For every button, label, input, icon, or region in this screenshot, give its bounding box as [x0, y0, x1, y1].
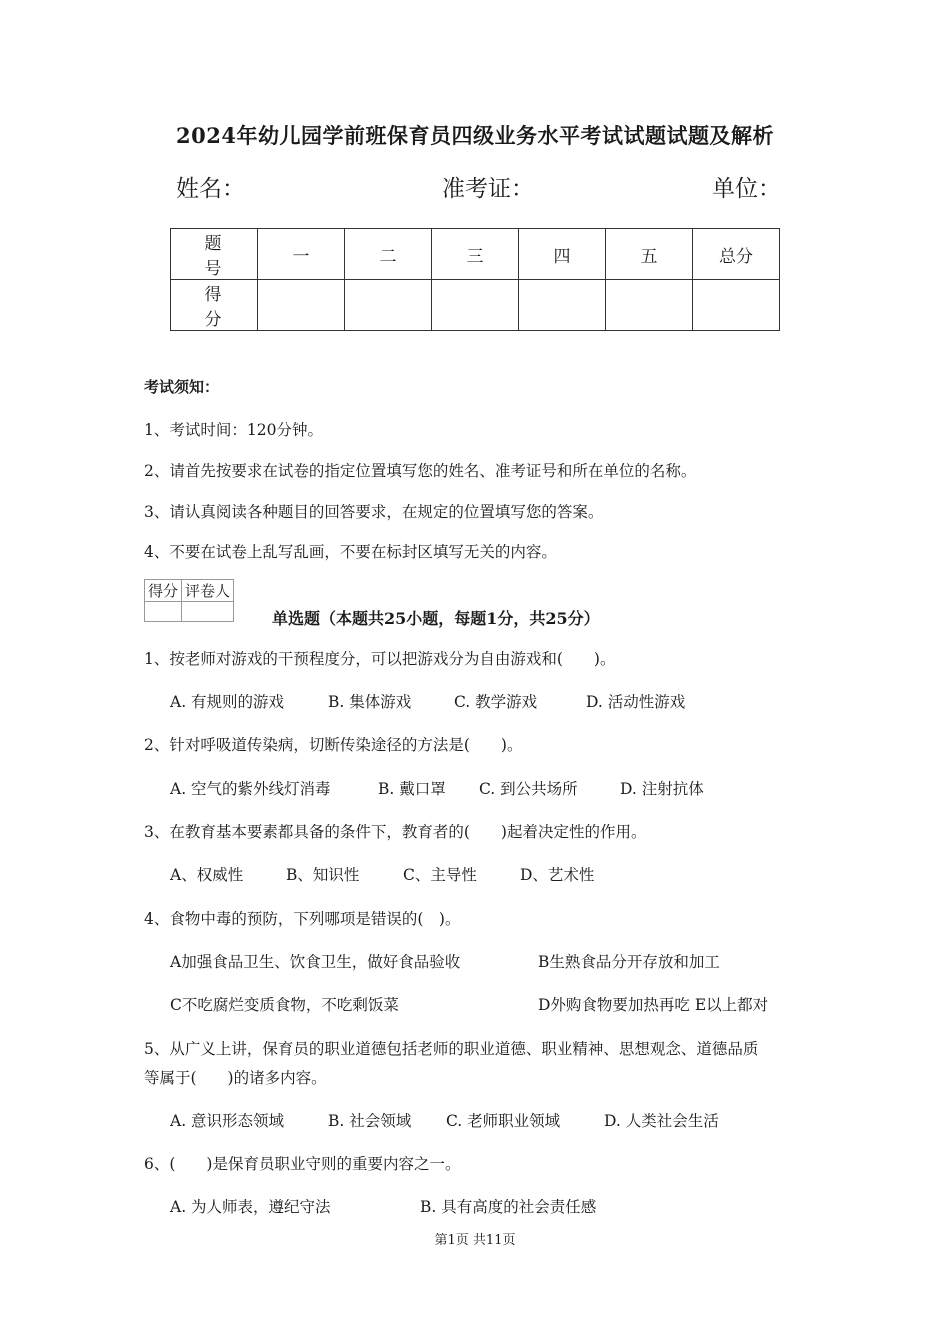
score-header-cell: 一 [258, 229, 345, 280]
score-row-label: 得 分 [171, 280, 258, 331]
option-c[interactable]: C. 老师职业领域 [446, 1112, 561, 1130]
score-table-header-row [171, 229, 780, 280]
name-label: 姓名： [176, 176, 245, 202]
question-text: 1、按老师对游戏的干预程度分，可以把游戏分为自由游戏和( )。 [144, 650, 616, 668]
option-b[interactable]: B. 社会领域 [328, 1112, 412, 1130]
option-c[interactable]: C. 教学游戏 [454, 693, 538, 711]
question-text: 3、在教育基本要素都具备的条件下，教育者的( )起着决定性的作用。 [144, 823, 647, 841]
unit-label: 单位： [712, 176, 781, 202]
exam-id-label: 准考证： [442, 176, 534, 202]
option-a[interactable]: A加强食品卫生、饮食卫生，做好食品验收 [170, 953, 461, 971]
question-text-continued: 等属于( )的诸多内容。 [144, 1069, 327, 1087]
score-header-cell: 四 [519, 229, 606, 280]
option-a[interactable]: A. 为人师表，遵纪守法 [170, 1198, 331, 1216]
option-b[interactable]: B. 戴口罩 [378, 780, 446, 798]
option-a[interactable]: A. 空气的紫外线灯消毒 [170, 780, 331, 798]
score-cell[interactable] [519, 280, 606, 331]
grader-score-cell[interactable] [145, 602, 182, 622]
option-d[interactable]: D、艺术性 [520, 866, 595, 884]
grader-box [144, 579, 234, 622]
section-title: 单选题（本题共25小题，每题1分，共25分） [272, 609, 600, 628]
grader-name-cell[interactable] [182, 602, 234, 622]
option-b[interactable]: B、知识性 [286, 866, 360, 884]
option-d[interactable]: D. 活动性游戏 [586, 693, 686, 711]
option-b[interactable]: B. 集体游戏 [328, 693, 412, 711]
option-c[interactable]: C. 到公共场所 [479, 780, 578, 798]
score-cell[interactable] [432, 280, 519, 331]
score-header-cell: 二 [345, 229, 432, 280]
option-a[interactable]: A、权威性 [170, 866, 244, 884]
page-footer: 第1页 共11页 [434, 1233, 516, 1248]
question-text: 2、针对呼吸道传染病，切断传染途径的方法是( )。 [144, 736, 523, 754]
option-d[interactable]: D外购食物要加热再吃 E以上都对 [538, 996, 769, 1014]
option-c[interactable]: C、主导性 [403, 866, 477, 884]
option-a[interactable]: A. 有规则的游戏 [170, 693, 285, 711]
score-table [170, 228, 780, 331]
score-cell[interactable] [606, 280, 693, 331]
option-c[interactable]: C不吃腐烂变质食物，不吃剩饭菜 [170, 996, 399, 1014]
score-header-cell: 总分 [693, 229, 780, 280]
question-text: 4、食物中毒的预防，下列哪项是错误的( )。 [144, 910, 461, 928]
notice-item: 2、请首先按要求在试卷的指定位置填写您的姓名、准考证号和所在单位的名称。 [144, 462, 697, 480]
option-b[interactable]: B生熟食品分开存放和加工 [538, 953, 720, 971]
notice-item: 1、考试时间：120分钟。 [144, 421, 323, 439]
score-cell[interactable] [345, 280, 432, 331]
page-title: 2024年幼儿园学前班保育员四级业务水平考试试题试题及解析 [176, 123, 774, 148]
option-a[interactable]: A. 意识形态领域 [170, 1112, 285, 1130]
score-header-cell: 五 [606, 229, 693, 280]
question-text: 5、从广义上讲，保育员的职业道德包括老师的职业道德、职业精神、思想观念、道德品质 [144, 1040, 759, 1058]
option-b[interactable]: B. 具有高度的社会责任感 [420, 1198, 597, 1216]
score-header-cell: 题 号 [171, 229, 258, 280]
grader-name-label: 评卷人 [182, 580, 234, 602]
score-cell[interactable] [258, 280, 345, 331]
score-header-cell: 三 [432, 229, 519, 280]
grader-score-label: 得分 [145, 580, 182, 602]
score-cell[interactable] [693, 280, 780, 331]
option-d[interactable]: D. 人类社会生活 [604, 1112, 719, 1130]
notice-heading: 考试须知： [144, 378, 220, 396]
score-table-value-row [171, 280, 780, 331]
notice-item: 3、请认真阅读各种题目的回答要求，在规定的位置填写您的答案。 [144, 503, 604, 521]
question-text: 6、( )是保育员职业守则的重要内容之一。 [144, 1155, 461, 1173]
notice-item: 4、不要在试卷上乱写乱画，不要在标封区填写无关的内容。 [144, 543, 557, 561]
option-d[interactable]: D. 注射抗体 [620, 780, 704, 798]
